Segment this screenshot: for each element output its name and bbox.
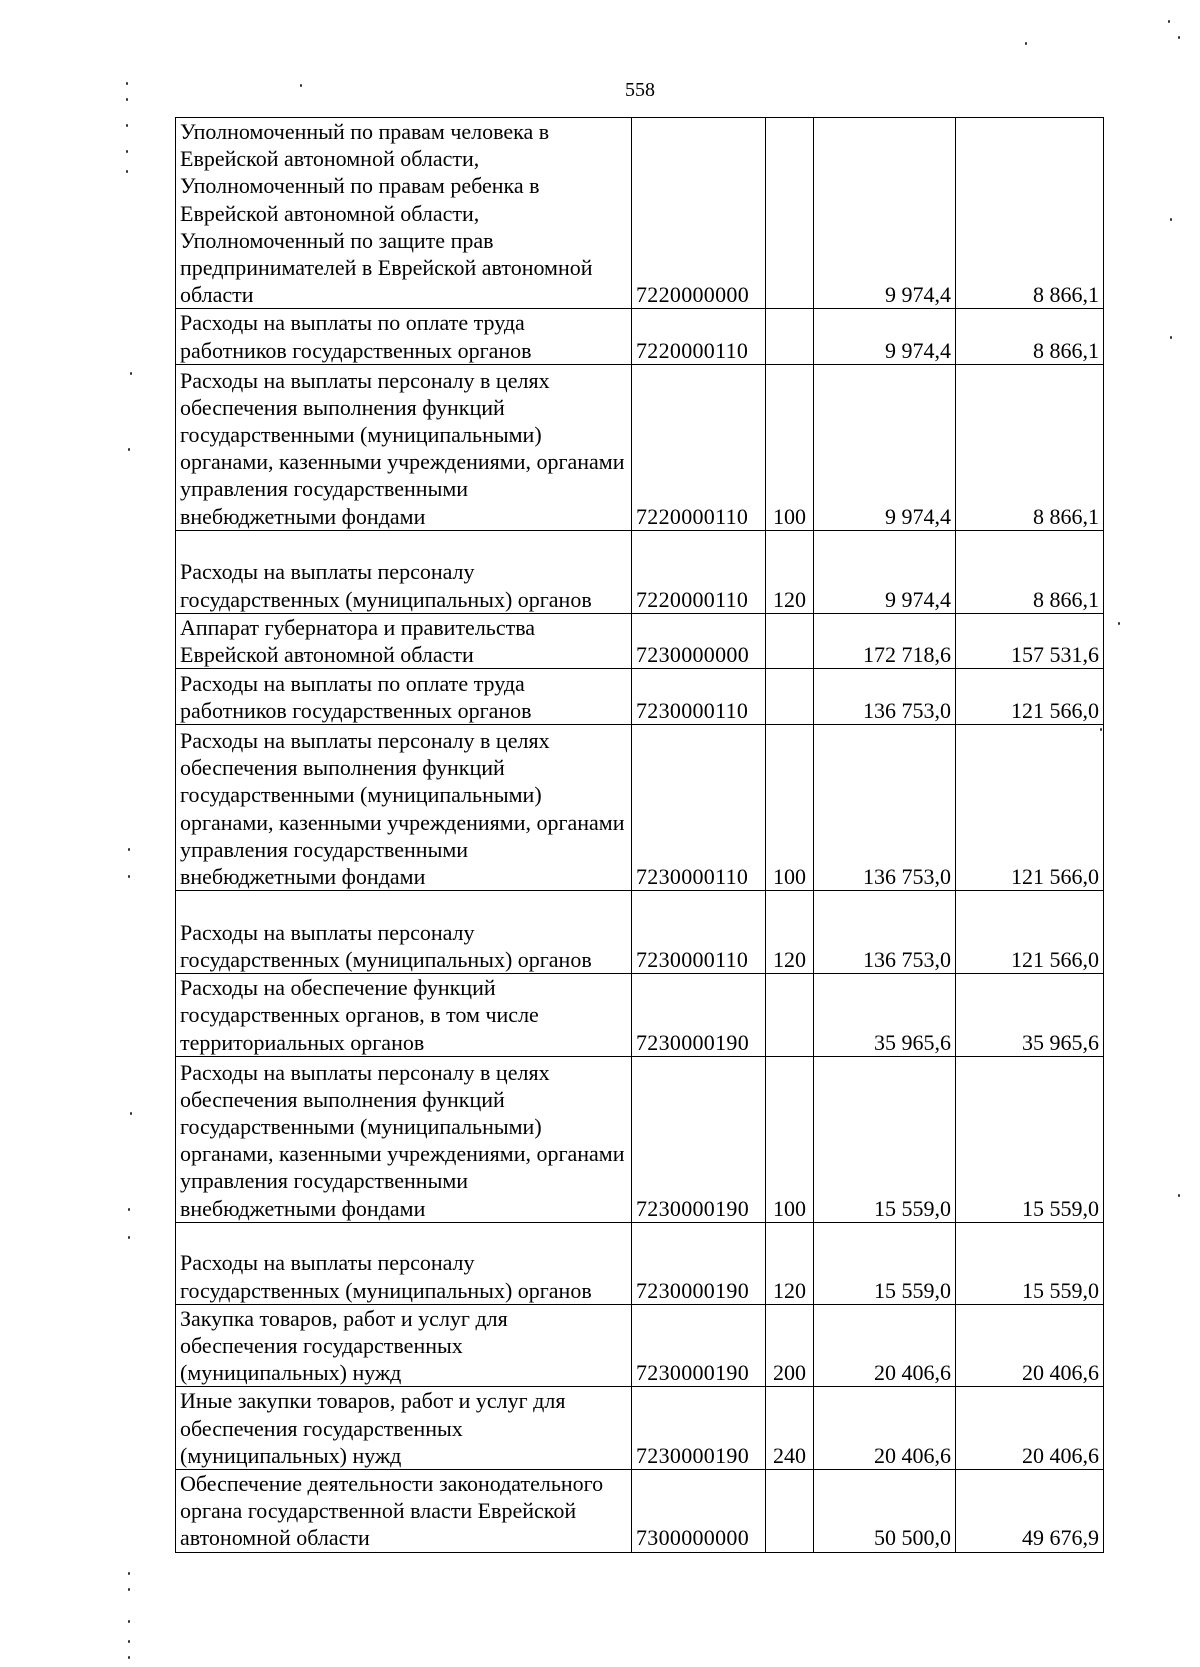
row-sum1-cell: 20 406,6 [814, 1304, 956, 1387]
table-row [176, 613, 1104, 668]
table-row [176, 891, 1104, 974]
row-sum2-cell: 8 866,1 [956, 530, 1104, 613]
row-sum2-cell: 121 566,0 [956, 725, 1104, 891]
scan-speck [128, 1656, 130, 1659]
row-sum1-cell: 136 753,0 [814, 891, 956, 974]
row-name-cell: Обеспечение деятельности законодательного органа государственной власти Еврейской автономной области [176, 1470, 632, 1553]
scan-speck [126, 124, 128, 127]
row-type-cell [766, 118, 814, 309]
row-name-cell: Аппарат губернатора и правительства Еврейской автономной области [176, 613, 632, 668]
table-row [176, 1470, 1104, 1553]
table-row [176, 1056, 1104, 1222]
row-sum2-cell: 8 866,1 [956, 118, 1104, 309]
row-code-cell: 7230000110 [632, 891, 766, 974]
scan-speck [126, 170, 128, 173]
scan-speck [128, 848, 130, 851]
row-type-cell [766, 613, 814, 668]
row-name-cell: Иные закупки товаров, работ и услуг для обеспечения государственных (муниципальных) нужд [176, 1387, 632, 1470]
row-sum2-cell: 20 406,6 [956, 1387, 1104, 1470]
table-row [176, 530, 1104, 613]
row-sum1-cell: 9 974,4 [814, 118, 956, 309]
row-sum1-cell: 15 559,0 [814, 1222, 956, 1304]
row-type-cell: 120 [766, 891, 814, 974]
row-sum1-cell: 35 965,6 [814, 974, 956, 1057]
row-name-cell: Расходы на выплаты персоналу государственных (муниципальных) органов [176, 1222, 632, 1304]
row-code-cell: 7230000190 [632, 1056, 766, 1222]
row-sum2-cell: 15 559,0 [956, 1056, 1104, 1222]
scan-speck [1170, 218, 1172, 221]
table-row [176, 725, 1104, 891]
scan-speck [1118, 622, 1120, 625]
scan-speck [1178, 1194, 1180, 1197]
row-name-cell: Расходы на выплаты по оплате труда работников государственных органов [176, 309, 632, 364]
row-name-cell: Расходы на выплаты персоналу в целях обеспечения выполнения функций государственными (муниципальными) органами, казенными учреждениями, органами управления государственными внебюджетными фондами [176, 725, 632, 891]
row-code-cell: 7230000110 [632, 725, 766, 891]
scan-speck [300, 84, 302, 87]
row-sum1-cell: 172 718,6 [814, 613, 956, 668]
scan-speck [128, 1208, 130, 1211]
row-code-cell: 7220000110 [632, 530, 766, 613]
page-number: 558 [625, 79, 655, 101]
scan-speck [1178, 36, 1180, 39]
scan-speck [126, 150, 128, 153]
row-name-cell: Расходы на выплаты персоналу государственных (муниципальных) органов [176, 530, 632, 613]
row-type-cell: 120 [766, 530, 814, 613]
row-sum2-cell: 20 406,6 [956, 1304, 1104, 1387]
row-name-cell: Расходы на обеспечение функций государственных органов, в том числе территориальных органов [176, 974, 632, 1057]
table-row [176, 974, 1104, 1057]
row-code-cell: 7230000110 [632, 669, 766, 725]
scan-speck [128, 875, 130, 878]
row-name-cell: Расходы на выплаты персоналу в целях обеспечения выполнения функций государственными (муниципальными) органами, казенными учреждениями, органами управления государственными внебюджетными фондами [176, 1056, 632, 1222]
row-sum2-cell: 8 866,1 [956, 364, 1104, 530]
table-row [176, 669, 1104, 725]
scan-speck [1170, 336, 1172, 339]
row-type-cell: 100 [766, 364, 814, 530]
row-name-cell: Расходы на выплаты по оплате труда работников государственных органов [176, 669, 632, 725]
row-name-cell: Уполномоченный по правам человека в Еврейской автономной области, Уполномоченный по правам ребенка в Еврейской автономной области, Уполномоченный по защите прав предпринимателей в Еврейской автономной области [176, 118, 632, 309]
row-name-cell: Расходы на выплаты персоналу государственных (муниципальных) органов [176, 891, 632, 974]
row-code-cell: 7230000190 [632, 1222, 766, 1304]
scan-speck [130, 372, 132, 375]
row-sum1-cell: 9 974,4 [814, 309, 956, 364]
row-type-cell: 100 [766, 1056, 814, 1222]
budget-table [175, 117, 1104, 1553]
row-type-cell: 100 [766, 725, 814, 891]
row-code-cell: 7220000000 [632, 118, 766, 309]
row-sum1-cell: 50 500,0 [814, 1470, 956, 1553]
row-sum1-cell: 20 406,6 [814, 1387, 956, 1470]
table-row [176, 1387, 1104, 1470]
table-row [176, 309, 1104, 364]
table-row [176, 1304, 1104, 1387]
row-code-cell: 7220000110 [632, 364, 766, 530]
scan-speck [1100, 728, 1102, 731]
scan-speck [128, 1572, 130, 1575]
row-name-cell: Расходы на выплаты персоналу в целях обеспечения выполнения функций государственными (муниципальными) органами, казенными учреждениями, органами управления государственными внебюджетными фондами [176, 364, 632, 530]
row-sum2-cell: 15 559,0 [956, 1222, 1104, 1304]
row-sum1-cell: 136 753,0 [814, 669, 956, 725]
row-sum2-cell: 35 965,6 [956, 974, 1104, 1057]
scan-speck [128, 1236, 130, 1239]
row-sum2-cell: 157 531,6 [956, 613, 1104, 668]
row-sum1-cell: 9 974,4 [814, 530, 956, 613]
row-code-cell: 7230000000 [632, 613, 766, 668]
row-type-cell [766, 669, 814, 725]
row-code-cell: 7300000000 [632, 1470, 766, 1553]
row-code-cell: 7230000190 [632, 974, 766, 1057]
row-type-cell: 240 [766, 1387, 814, 1470]
scan-speck [126, 98, 128, 101]
scan-speck [128, 1588, 130, 1591]
scan-speck [128, 1640, 130, 1643]
row-name-cell: Закупка товаров, работ и услуг для обеспечения государственных (муниципальных) нужд [176, 1304, 632, 1387]
row-sum2-cell: 121 566,0 [956, 669, 1104, 725]
row-type-cell: 120 [766, 1222, 814, 1304]
row-code-cell: 7230000190 [632, 1304, 766, 1387]
row-sum2-cell: 49 676,9 [956, 1470, 1104, 1553]
row-code-cell: 7220000110 [632, 309, 766, 364]
scan-speck [126, 82, 128, 85]
scan-speck [1025, 42, 1027, 45]
table-row [176, 1222, 1104, 1304]
table-row [176, 118, 1104, 309]
row-code-cell: 7230000190 [632, 1387, 766, 1470]
row-sum2-cell: 8 866,1 [956, 309, 1104, 364]
row-sum1-cell: 9 974,4 [814, 364, 956, 530]
table-row [176, 364, 1104, 530]
scan-speck [130, 1112, 132, 1115]
row-type-cell [766, 309, 814, 364]
row-sum1-cell: 15 559,0 [814, 1056, 956, 1222]
scan-speck [128, 1620, 130, 1623]
row-type-cell [766, 1470, 814, 1553]
row-sum2-cell: 121 566,0 [956, 891, 1104, 974]
row-type-cell [766, 974, 814, 1057]
scan-speck [1168, 20, 1170, 23]
row-sum1-cell: 136 753,0 [814, 725, 956, 891]
row-type-cell: 200 [766, 1304, 814, 1387]
scan-speck [128, 448, 130, 451]
